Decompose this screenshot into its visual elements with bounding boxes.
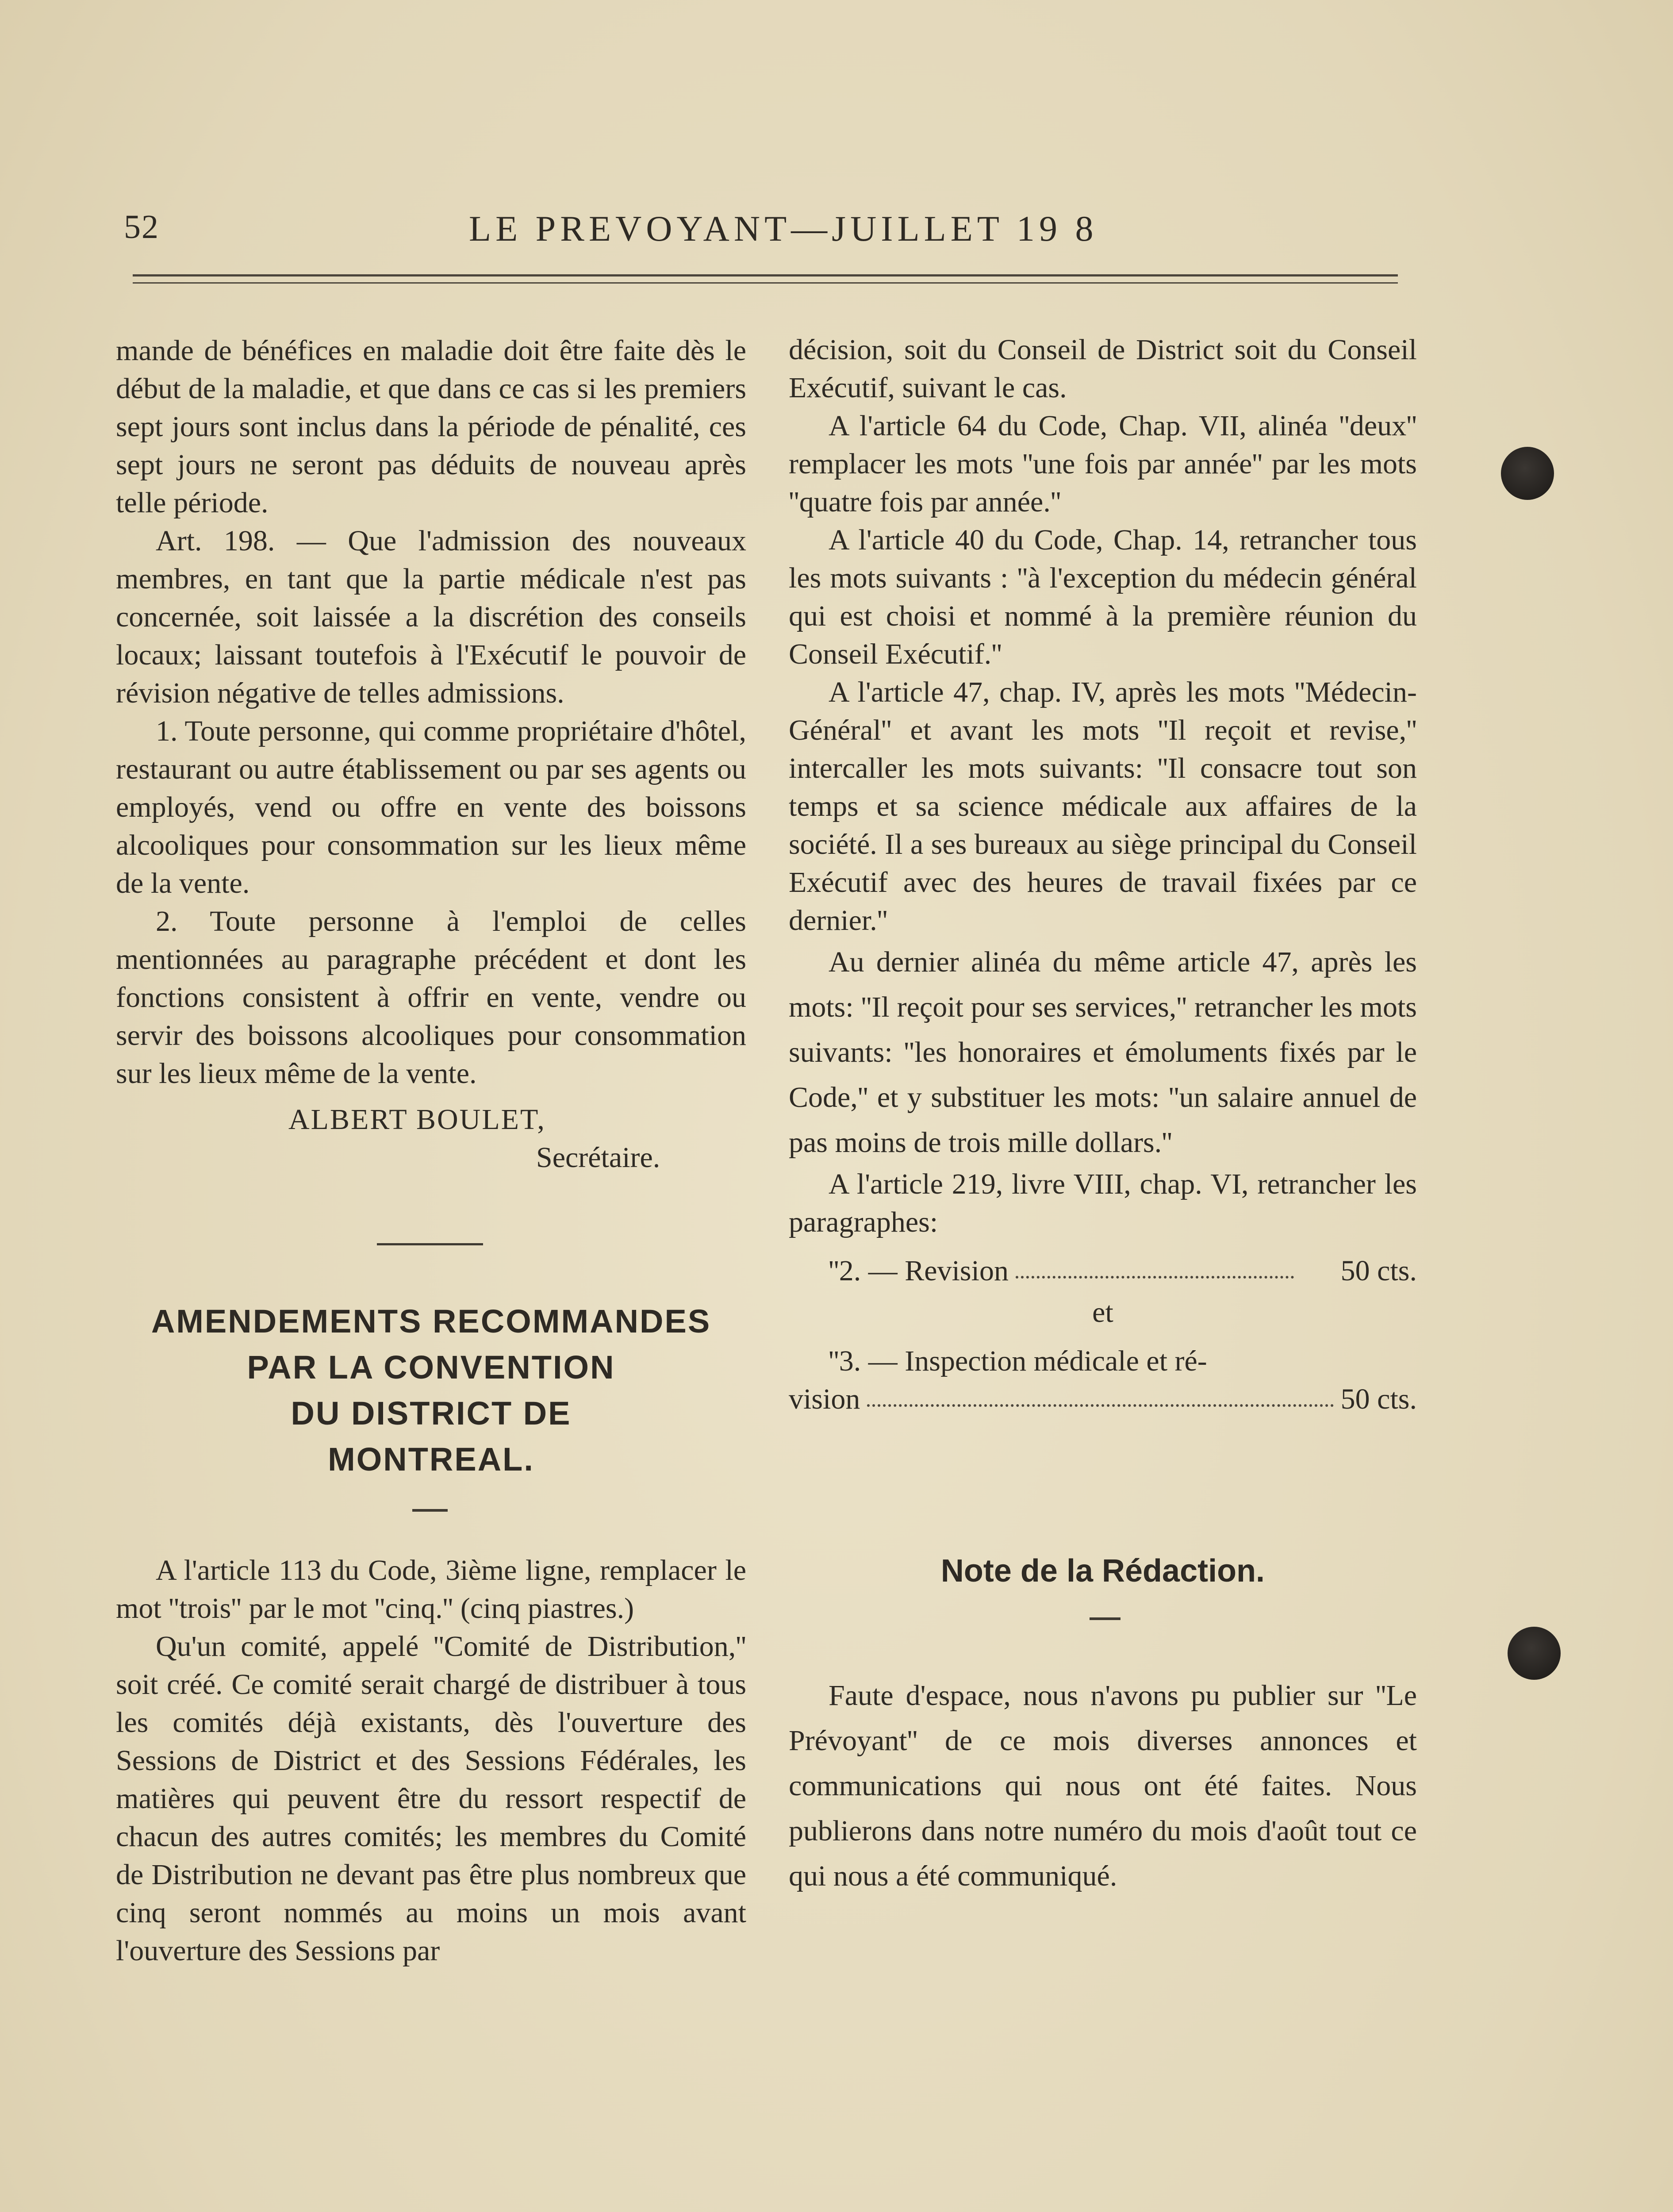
page-number: 52: [124, 208, 159, 246]
list-item-3: [789, 1380, 1417, 1418]
signature-role: Secrétaire.: [536, 1141, 660, 1174]
paragraph: Au dernier alinéa du même article 47, après les mots: ''Il reçoit pour ses services,'' retrancher les mots suivants: ''les honoraires et émoluments fixés par le Code,'' et y substituer les mots: ''un salaire annuel de pas moins de trois mille dollars.'': [789, 946, 1417, 1159]
binding-hole: [1508, 1627, 1561, 1680]
heading-dash: [412, 1509, 448, 1512]
running-title: LE PREVOYANT—JUILLET 19 8: [469, 208, 1098, 249]
note-dash: [1090, 1617, 1120, 1620]
list-item-2: [789, 1252, 1417, 1290]
paragraph: A l'article 113 du Code, 3ième ligne, remplacer le mot ''trois'' par le mot ''cinq.'' (cinq piastres.): [116, 1554, 746, 1624]
right-column: [789, 331, 1417, 1899]
paragraph: A l'article 219, livre VIII, chap. VI, retrancher les paragraphes:: [789, 1168, 1417, 1238]
paragraph: Qu'un comité, appelé ''Comité de Distribution,'' soit créé. Ce comité serait chargé de distribuer à tous les comités déjà existants, dès l'ouverture des Sessions de District et des Sessions Fédérales, les matières qui peuvent être du ressort respectif de chacun des autres comités; les membres du Comité de Distribution ne devant pas être plus nombreux que cinq seront nommés au moins un mois avant l'ouverture des Sessions par: [116, 1630, 746, 1967]
item-label: vision: [789, 1383, 860, 1415]
header-rule: [133, 274, 1398, 276]
item-value: 50 cts.: [1340, 1255, 1417, 1287]
paragraph: A l'article 40 du Code, Chap. 14, retrancher tous les mots suivants : ''à l'exception du médecin général qui est choisi et nommé à la première réunion du Conseil Exécutif.'': [789, 524, 1417, 670]
section-divider: [377, 1243, 483, 1245]
heading-line: DU DISTRICT DE: [291, 1395, 572, 1432]
item-label: ''2. — Revision: [829, 1255, 1009, 1287]
item-value: 50 cts.: [1340, 1383, 1417, 1415]
note-paragraph: Faute d'espace, nous n'avons pu publier sur ''Le Prévoyant'' de ce mois diverses annonces et communications qui nous ont été faites. Nous publierons dans notre numéro du mois d'août tout ce qui nous a été communiqué.: [789, 1679, 1417, 1892]
list-item-3-line: ''3. — Inspection médicale et ré-: [829, 1345, 1207, 1377]
paragraph: 2. Toute personne à l'emploi de celles mentionnées au paragraphe précédent et dont les fonctions consistent à offrir en vente, vendre ou servir des boissons alcooliques pour consommation sur les lieux même de la vente.: [116, 905, 746, 1090]
heading-line: AMENDEMENTS RECOMMANDES: [151, 1303, 711, 1340]
paragraph: mande de bénéfices en maladie doit être faite dès le début de la maladie, et que dans ce cas si les premiers sept jours sont inclus dans la période de pénalité, ces sept jours ne seront pas déduits de nouveau après telle période.: [116, 334, 746, 519]
section-heading: [116, 1298, 746, 1482]
signature-block: [116, 1101, 746, 1177]
paragraph: Art. 198. — Que l'admission des nouveaux membres, en tant que la partie médicale n'est pas concernée, soit laissée a la discrétion des conseils locaux; laissant toutefois à l'Exécutif le pouvoir de révision négative de telles admissions.: [116, 525, 746, 709]
paragraph: A l'article 47, chap. IV, après les mots ''Médecin-Général'' et avant les mots ''Il reçoit et revise,'' intercaller les mots suivants: ''Il consacre tout son temps et sa science médicale aux affaires de la société. Il a ses bureaux au siège principal du Conseil Exécutif avec des heures de travail fixées par ce dernier.'': [789, 676, 1417, 937]
signature-name: ALBERT BOULET,: [288, 1103, 546, 1136]
left-column: [116, 332, 746, 1970]
paragraph: 1. Toute personne, qui comme propriétaire d'hôtel, restaurant ou autre établissement ou par ses agents ou employés, vend ou offre en vente des boissons alcooliques pour consommation sur les lieux même de la vente.: [116, 715, 746, 899]
dot-leader: [867, 1380, 1333, 1407]
note-heading: Note de la Rédaction.: [940, 1553, 1265, 1589]
page-header: [124, 199, 1407, 261]
heading-line: PAR LA CONVENTION: [247, 1349, 615, 1386]
dot-leader: [1016, 1252, 1294, 1279]
conjunction: et: [1092, 1296, 1113, 1329]
heading-line: MONTREAL.: [328, 1441, 534, 1478]
binding-hole: [1501, 447, 1554, 500]
paragraph: A l'article 64 du Code, Chap. VII, alinéa ''deux'' remplacer les mots ''une fois par année'' par les mots ''quatre fois par année.'': [789, 410, 1417, 518]
header-rule-secondary: [133, 282, 1398, 284]
paragraph: décision, soit du Conseil de District soit du Conseil Exécutif, suivant le cas.: [789, 334, 1417, 404]
